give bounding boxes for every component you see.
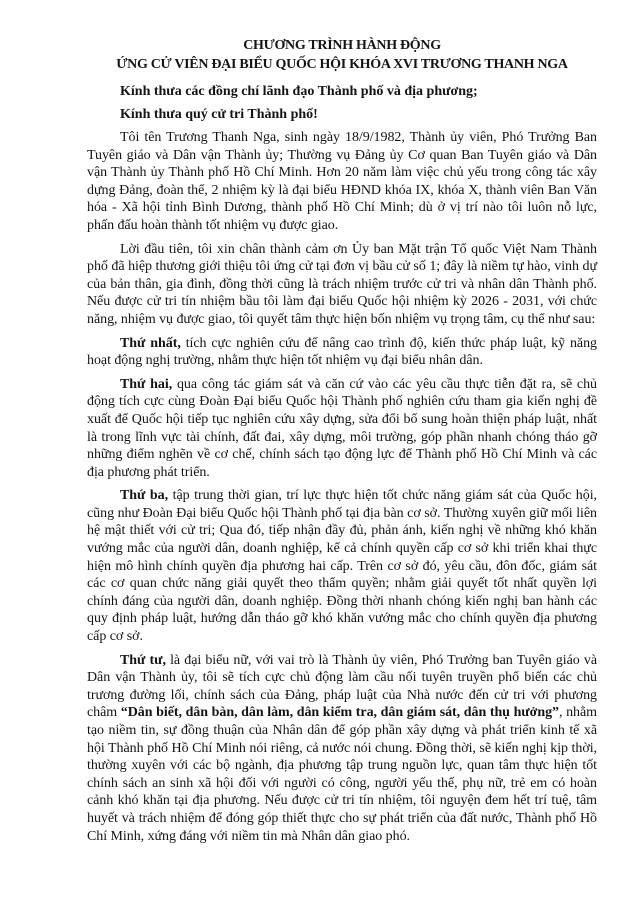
- document-body: [87, 129, 597, 845]
- paragraph-text: tích cực nghiên cứu để nâng cao trình độ, kiến thức pháp luật, kỹ năng hoạt động nghị trường, nhằm thực hiện tốt nhiệm vụ đại biểu nhân dân.: [87, 335, 597, 369]
- paragraph-text: qua công tác giám sát và căn cứ vào các yêu cầu thực tiễn đặt ra, sẽ chủ động tích cực cùng Đoàn Đại biểu Quốc hội Thành phố nghiên cứu tham gia kiến nghị đề xuất để Quốc hội tiếp tục nghiên cứu xây dựng, sửa đổi bổ sung hoàn thiện pháp luật, nhất là trong lĩnh vực tài chính, đất đai, xây dựng, môi trường, góp phần nhanh chóng tháo gỡ những điểm nghẽn về cơ chế, chính sách tạo động lực để Thành phố Hồ Chí Minh và các địa phương phát triển.: [87, 376, 597, 480]
- paragraph-text: , nhằm tạo niềm tin, sự đồng thuận của Nhân dân để góp phần xây dựng và phát triển kinh tế xã hội Thành phố Hồ Chí Minh nói riêng, cả nước nói chung. Đồng thời, sẽ kiến nghị kịp thời, thường xuyên với các bộ ngành, địa phương tập trung nguồn lực, quan tâm thực hiện tốt chính sách an sinh xã hội đối với người có công, người yếu thế, phụ nữ, trẻ em có hoàn cảnh khó khăn tại địa phương. Nếu được cử tri tín nhiệm, tôi nguyện đem hết trí tuệ, tâm huyết và trách nhiệm để đóng góp thiết thực cho sự phát triển của đất nước, Thành phố Hồ Chí Minh, xứng đáng với niềm tin mà Nhân dân giao phó.: [87, 705, 598, 844]
- title-line-1: CHƯƠNG TRÌNH HÀNH ĐỘNG: [243, 38, 441, 53]
- paragraph-bold-text: Thứ ba,: [120, 488, 173, 504]
- paragraph-bold-text: Thứ tư,: [120, 652, 171, 668]
- title-line-2: ỨNG CỬ VIÊN ĐẠI BIỂU QUỐC HỘI KHÓA XVI TRƯƠNG THANH NGA: [116, 57, 568, 72]
- paragraph: [87, 129, 597, 235]
- paragraph: [87, 376, 597, 482]
- paragraph-bold-text: Thứ nhất,: [120, 335, 186, 351]
- paragraph: [87, 487, 597, 645]
- document-title: [87, 36, 597, 74]
- paragraph: [87, 241, 597, 329]
- paragraph: [87, 652, 597, 846]
- salutation-voters: Kính thưa quý cử tri Thành phố!: [120, 107, 318, 122]
- paragraph: [87, 335, 597, 370]
- paragraph-bold-text: “Dân biết, dân bàn, dân làm, dân kiểm tra, dân giám sát, dân thụ hưởng”: [120, 705, 559, 721]
- paragraph-text: là đại biểu nữ, với vai trò là Thành ủy viên, Phó Trưởng ban Tuyên giáo và Dân vận Thành ủy, tôi sẽ tích cực chủ động làm cầu nối tuyên truyền phổ biến các chủ trương đường lối, chính sách của Đảng, pháp luật của Nhà nước đến cử tri với phương châm: [87, 652, 597, 721]
- paragraph-bold-text: Thứ hai,: [120, 376, 177, 392]
- salutation-leaders: Kính thưa các đồng chí lãnh đạo Thành phố và địa phương;: [120, 84, 478, 99]
- paragraph-text: tập trung thời gian, trí lực thực hiện tốt chức năng giám sát của Quốc hội, cũng như Đoàn Đại biểu Quốc hội Thành phố tại địa bàn cơ sở. Thường xuyên giữ mối liên hệ mật thiết với cử tri; Qua đó, tiếp nhận đầy đủ, phản ánh, kiến nghị về những khó khăn vướng mắc của người dân, doanh nghiệp, kể cả chính quyền cấp cơ sở khi triển khai thực hiện mô hình chính quyền địa phương hai cấp. Trên cơ sở đó, yêu cầu, đôn đốc, giám sát các cơ quan chức năng giải quyết theo thẩm quyền; nhằm giải quyết tốt nhất quyền lợi chính đáng của người dân, doanh nghiệp. Đồng thời nhanh chóng kiến nghị ban hành các quy định pháp luật, hướng dẫn tháo gỡ khó khăn vướng mắc cho chính quyền địa phương cấp cơ sở.: [87, 488, 597, 645]
- paragraph-text: Tôi tên Trương Thanh Nga, sinh ngày 18/9/1982, Thành ủy viên, Phó Trưởng Ban Tuyên giáo và Dân vận Thành ủy; Thường vụ Đảng ủy Cơ quan Ban Tuyên giáo và Dân vận Thành ủy Thành phố Hồ Chí Minh. Hơn 20 năm làm việc chủ yếu trong công tác xây dựng Đảng, đoàn thể, 2 nhiệm kỳ là đại biểu HĐND khóa IX, khóa X, thành viên Ban Văn hóa - Xã hội tỉnh Bình Dương, thành phố Hồ Chí Minh; dù ở vị trí nào tôi luôn nỗ lực, phấn đấu hoàn thành tốt nhiệm vụ được giao.: [87, 130, 597, 233]
- paragraph-text: Lời đầu tiên, tôi xin chân thành cảm ơn Ủy ban Mặt trận Tổ quốc Việt Nam Thành phố đã hiệp thương giới thiệu tôi ứng cử tại đơn vị bầu cử số 1; đây là niềm tự hào, vinh dự của bản thân, gia đình, đồng thời cũng là trách nhiệm trước cử tri và nhân dân Thành phố. Nếu được cử tri tín nhiệm bầu tôi làm đại biểu Quốc hội nhiệm kỳ 2026 - 2031, với chức năng, nhiệm vụ được giao, tôi quyết tâm thực hiện bốn nhiệm vụ trọng tâm, cụ thể như sau:: [87, 241, 597, 327]
